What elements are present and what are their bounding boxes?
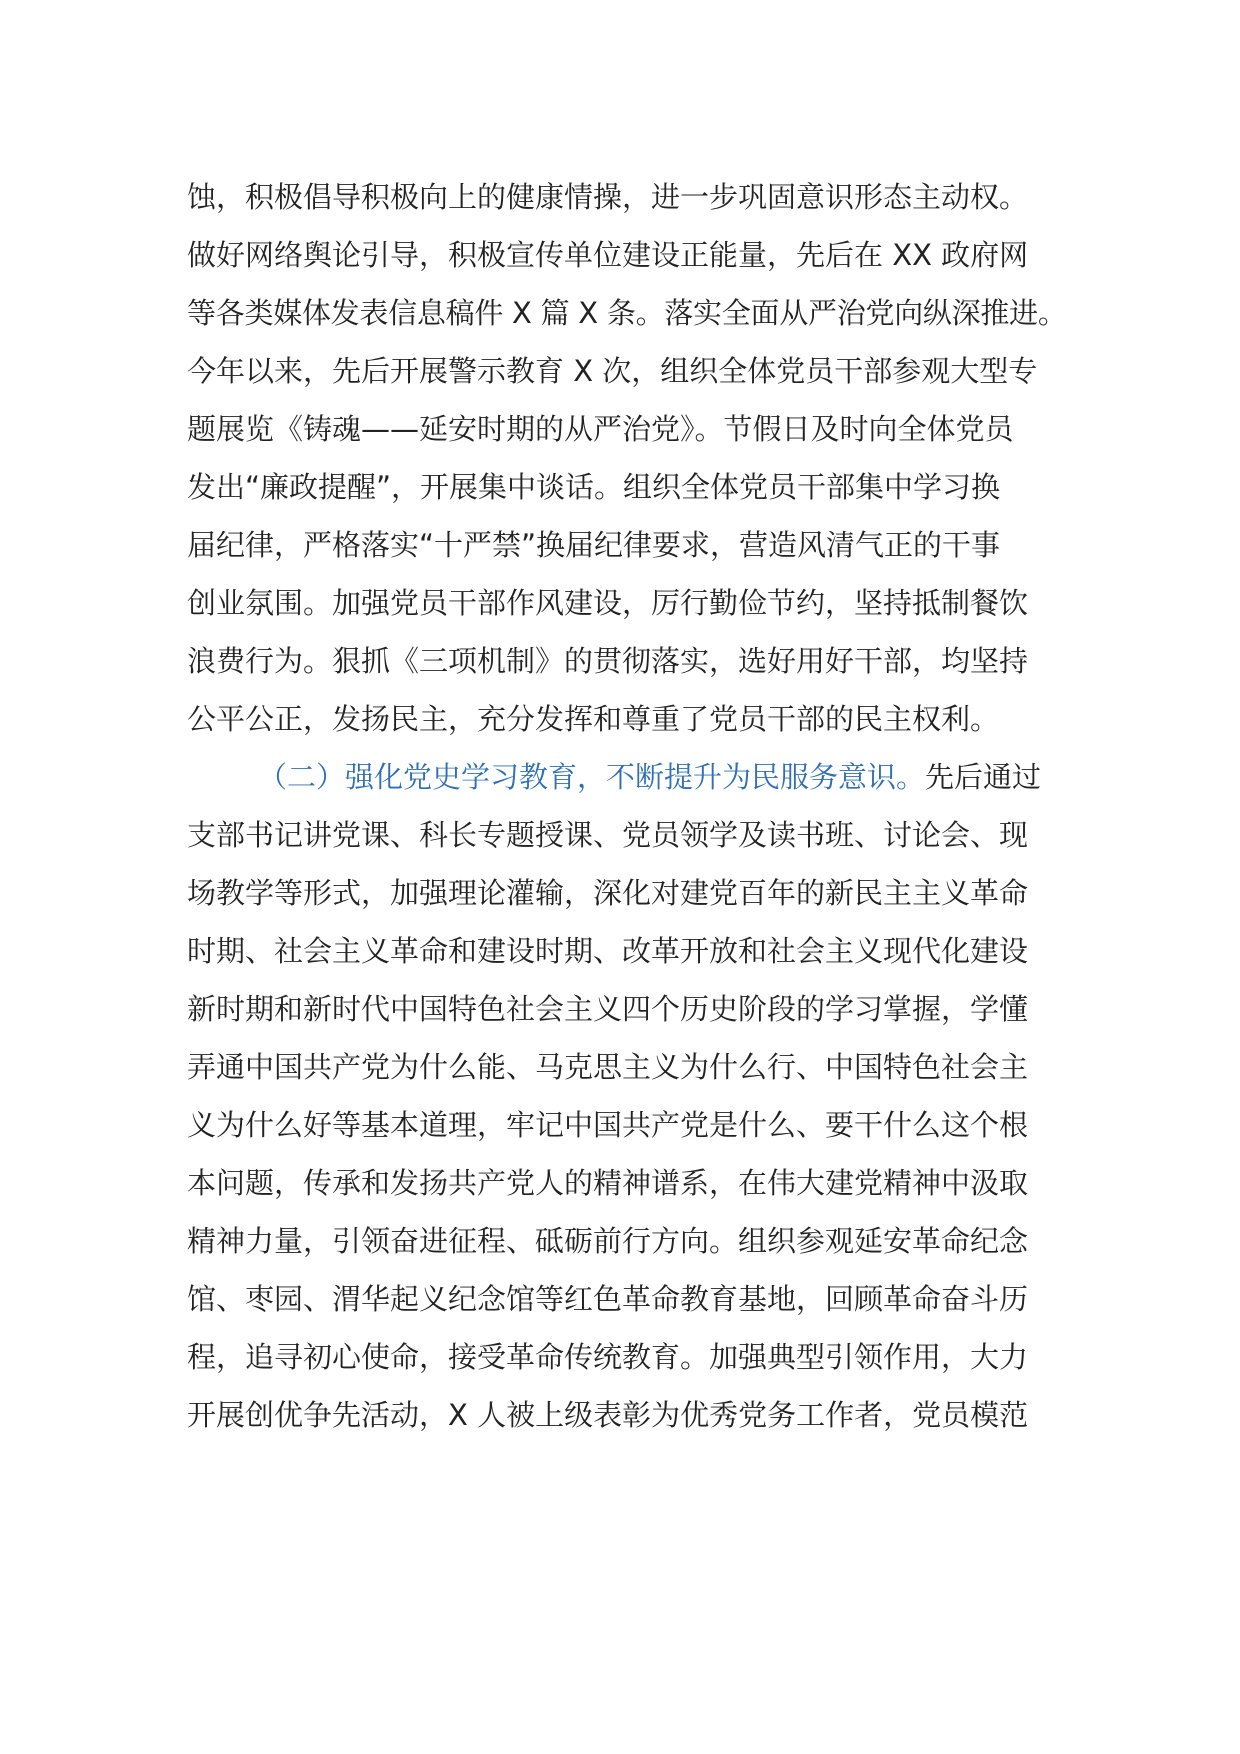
paragraph-line: 支部书记讲党课、科长专题授课、党员领学及读书班、讨论会、现 — [187, 818, 1029, 852]
paragraph-line: 程，追寻初心使命，接受革命传统教育。加强典型引领作用，大力 — [187, 1340, 1029, 1374]
paragraph-line: 弄通中国共产党为什么能、马克思主义为什么行、中国特色社会主 — [187, 1050, 1029, 1084]
paragraph-line: 发出“廉政提醒”，开展集中谈话。组织全体党员干部集中学习换 — [187, 470, 1001, 504]
section-heading: （二）强化党史学习教育，不断提升为民服务意识。 — [258, 760, 926, 794]
paragraph-line: 做好网络舆论引导，积极宣传单位建设正能量，先后在 XX 政府网 — [187, 238, 1029, 272]
paragraph-line: 创业氛围。加强党员干部作风建设，厉行勤俭节约，坚持抵制餐饮 — [187, 586, 1029, 620]
section-heading-line — [187, 748, 1067, 806]
paragraph-line: 届纪律，严格落实“十严禁”换届纪律要求，营造风清气正的干事 — [187, 528, 1001, 562]
paragraph-line: 开展创优争先活动，X 人被上级表彰为优秀党务工作者，党员模范 — [187, 1398, 1029, 1432]
paragraph-line: 公平公正，发扬民主，充分发挥和尊重了党员干部的民主权利。 — [187, 702, 1000, 736]
paragraph-line: 精神力量，引领奋进征程、砥砺前行方向。组织参观延安革命纪念 — [187, 1224, 1029, 1258]
section-heading-continuation: 先后通过 — [925, 760, 1042, 794]
paragraph-line: 今年以来，先后开展警示教育 X 次，组织全体党员干部参观大型专 — [187, 354, 1038, 388]
document-body — [187, 168, 1067, 1444]
paragraph-line: 等各类媒体发表信息稿件 X 篇 X 条。落实全面从严治党向纵深推进。 — [187, 296, 1067, 330]
paragraph-line: 义为什么好等基本道理，牢记中国共产党是什么、要干什么这个根 — [187, 1108, 1029, 1142]
paragraph-line: 场教学等形式，加强理论灌输，深化对建党百年的新民主主义革命 — [187, 876, 1029, 910]
paragraph-line: 时期、社会主义革命和建设时期、改革开放和社会主义现代化建设 — [187, 934, 1029, 968]
paragraph-line: 本问题，传承和发扬共产党人的精神谱系，在伟大建党精神中汲取 — [187, 1166, 1029, 1200]
paragraph-line: 题展览《铸魂——延安时期的从严治党》。节假日及时向全体党员 — [187, 412, 1014, 446]
paragraph-line: 新时期和新时代中国特色社会主义四个历史阶段的学习掌握，学懂 — [187, 992, 1029, 1026]
paragraph-line: 馆、枣园、渭华起义纪念馆等红色革命教育基地，回顾革命奋斗历 — [187, 1282, 1029, 1316]
paragraph-line: 浪费行为。狠抓《三项机制》的贯彻落实，选好用好干部，均坚持 — [187, 644, 1029, 678]
paragraph-line: 蚀，积极倡导积极向上的健康情操，进一步巩固意识形态主动权。 — [187, 180, 1029, 214]
